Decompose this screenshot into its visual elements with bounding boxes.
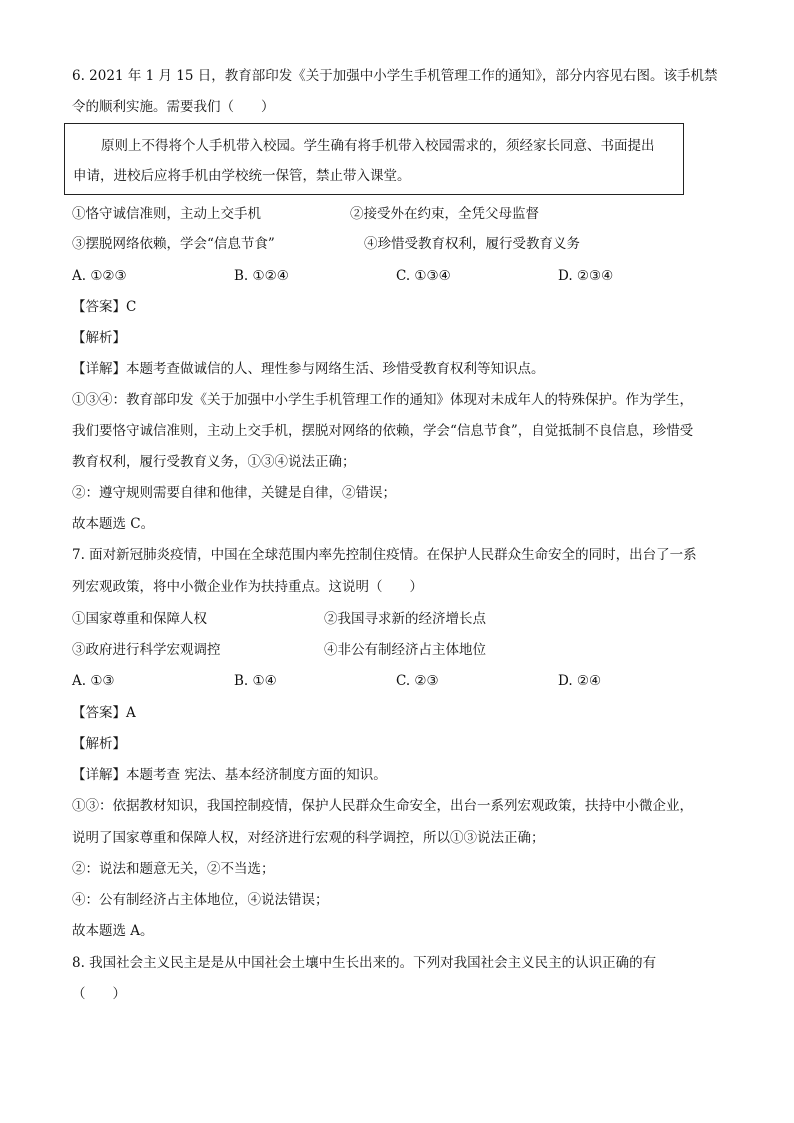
q7-choice-d: D. ②④: [558, 673, 602, 689]
q7-choice-c: C. ②③: [396, 673, 439, 689]
q7-explanation-4: ④：公有制经济占主体地位，④说法错误；: [72, 892, 329, 908]
q8-stem-line2: （ ）: [72, 986, 126, 1002]
q6-option-2: ②接受外在约束，全凭父母监督: [350, 206, 539, 222]
q6-detail: 【详解】本题考查做诚信的人、理性参与网络生活、珍惜受教育权利等知识点。: [72, 361, 545, 377]
q6-option-3: ③摆脱网络依赖，学会“信息节食”: [72, 236, 275, 252]
q6-explanation-1: ①③④：教育部印发《关于加强中小学生手机管理工作的通知》体现对未成年人的特殊保护。作为学生，: [72, 392, 693, 408]
q6-notice-box: [64, 123, 684, 195]
q7-answer: 【答案】A: [72, 705, 136, 721]
q6-choice-c: C. ①③④: [396, 268, 451, 284]
q7-option-1: ①国家尊重和保障人权: [72, 611, 207, 627]
q6-choice-d: D. ②③④: [558, 268, 614, 284]
q6-box-line1: 原则上不得将个人手机带入校园。学生确有将手机带入校园需求的，须经家长同意、书面提出: [101, 138, 655, 154]
q6-option-1: ①恪守诚信准则，主动上交手机: [72, 206, 261, 222]
q6-box-line2: 申请，进校后应将手机由学校统一保管，禁止带入课堂。: [73, 168, 411, 184]
q7-explanation-3: ②：说法和题意无关，②不当选；: [72, 861, 275, 877]
q7-choice-b: B. ①④: [234, 673, 277, 689]
q7-option-2: ②我国寻求新的经济增长点: [324, 611, 486, 627]
q7-option-4: ④非公有制经济占主体地位: [324, 642, 486, 658]
q6-analysis-label: 【解析】: [72, 330, 126, 346]
q7-explanation-1: ①③：依据教材知识，我国控制疫情，保护人民群众生命安全，出台一系列宏观政策，扶持中小微企业，: [72, 798, 693, 814]
q7-choice-a: A. ①③: [72, 673, 115, 689]
q7-stem-line2: 列宏观政策，将中小微企业作为扶持重点。这说明（ ）: [72, 579, 423, 595]
q6-stem-line1: 6. 2021 年 1 月 15 日，教育部印发《关于加强中小学生手机管理工作的通知》，部分内容见右图。该手机禁: [72, 68, 718, 84]
q6-explanation-2: 我们要恪守诚信准则，主动上交手机，摆脱对网络的依赖，学会“信息节食”，自觉抵制不良信息，珍惜受: [72, 423, 694, 439]
q6-explanation-4: ②：遵守规则需要自律和他律，关键是自律，②错误；: [72, 485, 396, 501]
q7-explanation-2: 说明了国家尊重和保障人权，对经济进行宏观的科学调控，所以①③说法正确；: [72, 830, 545, 846]
q6-choice-b: B. ①②④: [234, 268, 289, 284]
q6-answer: 【答案】C: [72, 299, 137, 315]
q7-stem-line1: 7. 面对新冠肺炎疫情，中国在全球范围内率先控制住疫情。在保护人民群众生命安全的同时，出台了一系: [72, 547, 697, 563]
q7-detail: 【详解】本题考查 宪法、基本经济制度方面的知识。: [72, 767, 387, 783]
q7-option-3: ③政府进行科学宏观调控: [72, 642, 221, 658]
q6-option-4: ④珍惜受教育权利，履行受教育义务: [364, 236, 580, 252]
q7-conclusion: 故本题选 A。: [72, 923, 154, 939]
q6-conclusion: 故本题选 C。: [72, 516, 155, 532]
q6-explanation-3: 教育权利，履行受教育义务，①③④说法正确；: [72, 454, 356, 470]
q6-choice-a: A. ①②③: [72, 268, 127, 284]
q7-analysis-label: 【解析】: [72, 736, 126, 752]
q8-stem-line1: 8. 我国社会主义民主是是从中国社会土壤中生长出来的。下列对我国社会主义民主的认识正确的有: [72, 955, 657, 971]
q6-stem-line2: 令的顺利实施。需要我们（ ）: [72, 99, 275, 115]
